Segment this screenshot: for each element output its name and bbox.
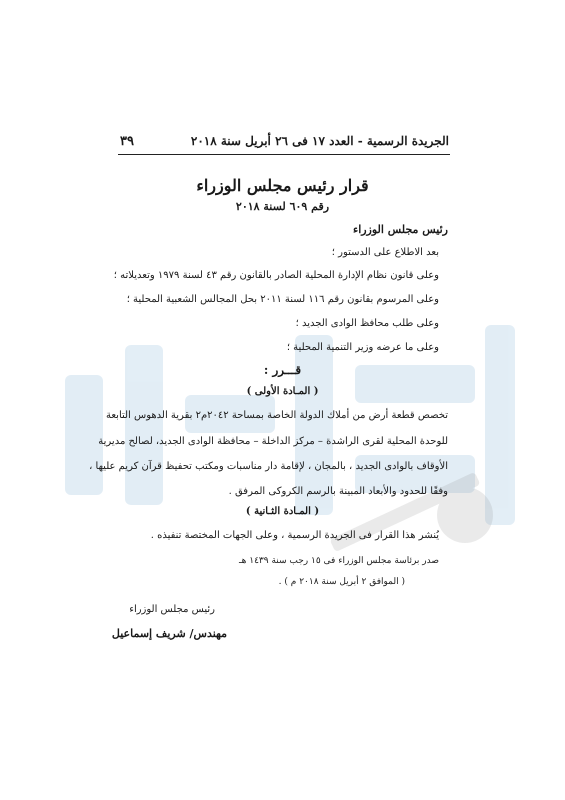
issued-date: صدر برئاسة مجلس الوزراء فى ١٥ رجب سنة ١٤٣٩ هـ — [239, 556, 439, 566]
preamble-line: وعلى طلب محافظ الوادى الجديد ؛ — [295, 318, 439, 329]
decree-title: قرار رئيس مجلس الوزراء — [196, 176, 369, 195]
page-number: ٣٩ — [120, 134, 134, 149]
article-1-line: تخصص قطعة أرض من أملاك الدولة الخاصة بمساحة ٢٠٤٢م٢ بقرية الدهوس التابعة — [105, 410, 448, 421]
decree-number: رقم ٦٠٩ لسنة ٢٠١٨ — [235, 200, 330, 213]
article-1-line: وفقًا للحدود والأبعاد المبينة بالرسم الكروكى المرفق . — [228, 486, 448, 497]
article-1-line: للوحدة المحلية لقرى الراشدة – مركز الداخلة – محافظة الوادى الجديد، لصالح مديرية — [98, 436, 448, 447]
running-header: الجريدة الرسمية - العدد ١٧ فى ٢٦ أبريل سنة ٢٠١٨ — [190, 134, 449, 148]
decided-heading: قـــرر : — [263, 363, 302, 377]
article-2-line: يُنشر هذا القرار فى الجريدة الرسمية ، وعلى الجهات المختصة تنفيذه . — [150, 530, 439, 541]
article-2-heading: ( المـادة الثـانية ) — [245, 506, 320, 517]
signature-name: مهندس/ شريف إسماعيل — [111, 627, 227, 640]
preamble-line: بعد الاطلاع على الدستور ؛ — [331, 247, 439, 258]
preamble-line: وعلى قانون نظام الإدارة المحلية الصادر بالقانون رقم ٤٣ لسنة ١٩٧٩ وتعديلاته ؛ — [113, 270, 439, 281]
decree-issuer: رئيس مجلس الوزراء — [353, 223, 448, 236]
preamble-line: وعلى المرسوم بقانون رقم ١١٦ لسنة ٢٠١١ بحل المجالس الشعبية المحلية ؛ — [126, 294, 439, 305]
article-1-heading: ( المـادة الأولى ) — [246, 386, 319, 397]
issued-date-gregorian: ( الموافق ٢ أبريل سنة ٢٠١٨ م ) . — [278, 577, 405, 587]
article-1-line: الأوقاف بالوادى الجديد ، بالمجان ، لإقامة دار مناسبات ومكتب تحفيظ قرآن كريم عليها ، — [89, 461, 448, 472]
signature-title: رئيس مجلس الوزراء — [129, 604, 215, 615]
preamble-line: وعلى ما عرضه وزير التنمية المحلية ؛ — [286, 342, 439, 353]
header-divider — [118, 154, 450, 155]
